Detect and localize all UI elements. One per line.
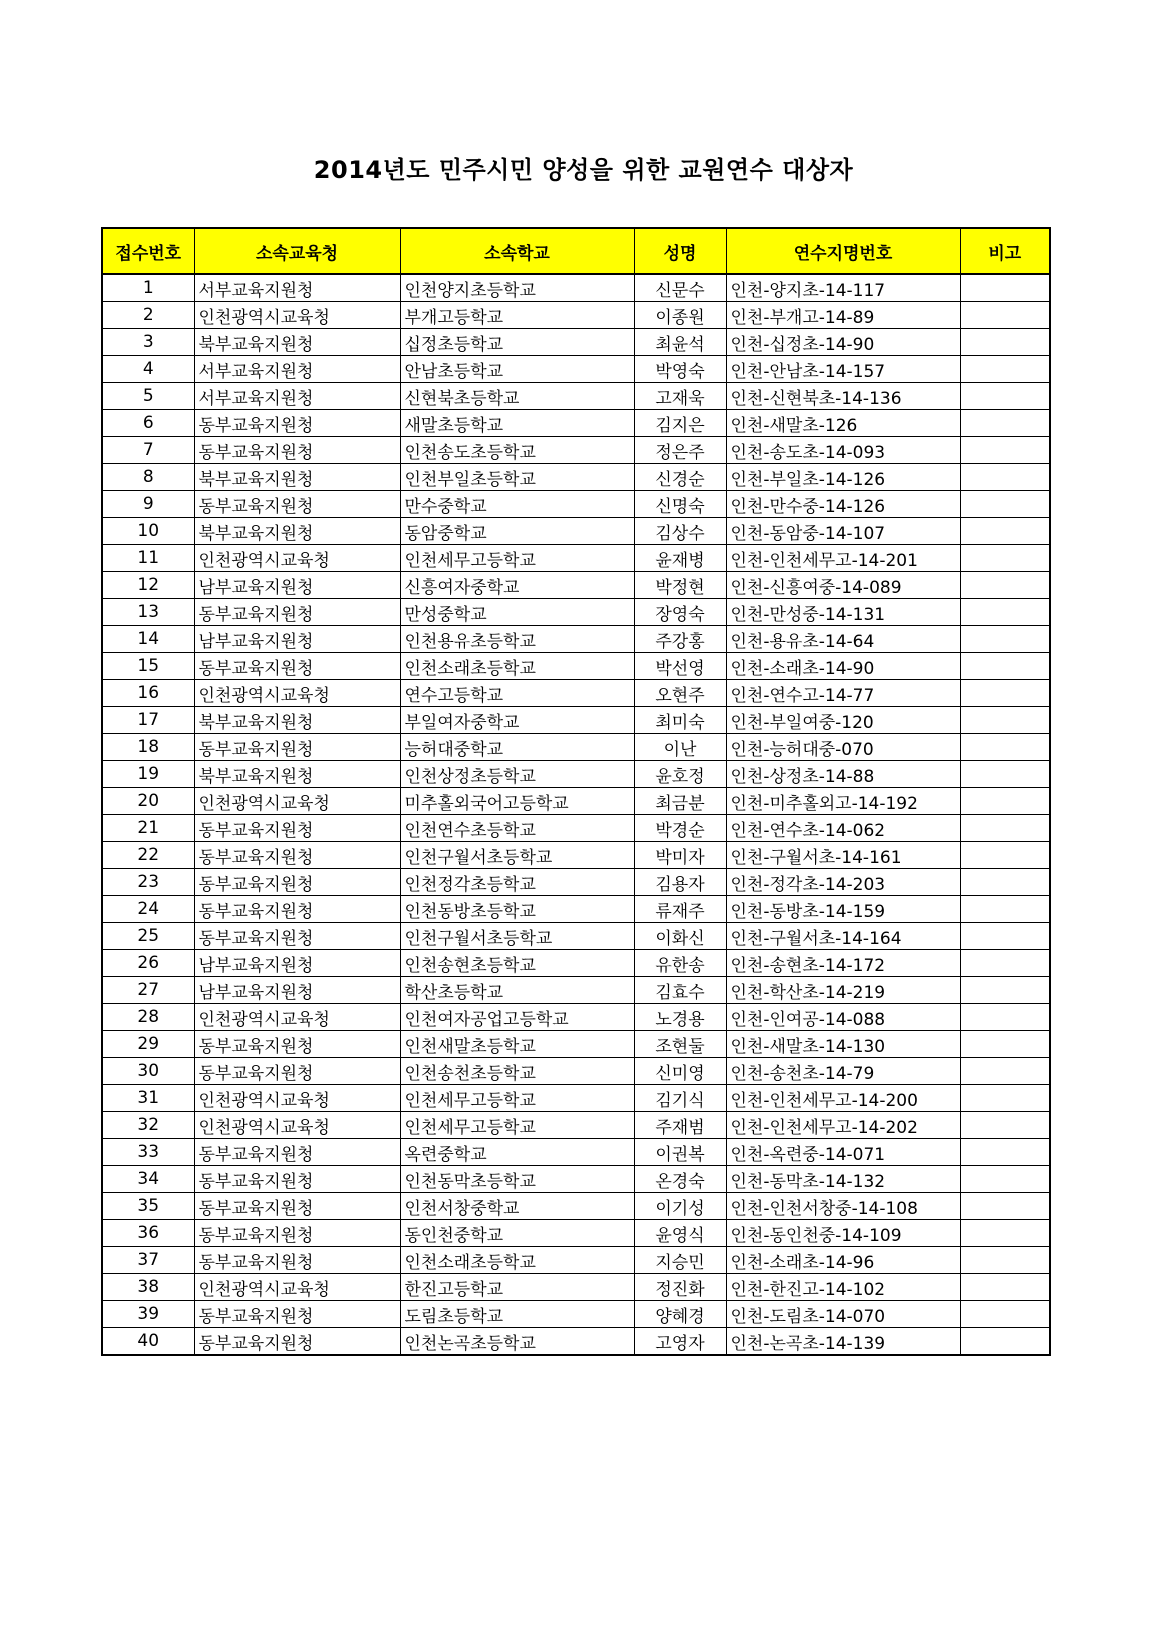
table-row bbox=[102, 761, 1050, 788]
cell-school: 한진고등학교 bbox=[400, 1274, 634, 1301]
cell-school: 만성중학교 bbox=[400, 599, 634, 626]
cell-receipt-number: 39 bbox=[102, 1301, 194, 1328]
cell-training-code: 인천-미추홀외고-14-192 bbox=[726, 788, 960, 815]
cell-note bbox=[960, 572, 1050, 599]
table-row bbox=[102, 599, 1050, 626]
cell-school: 안남초등학교 bbox=[400, 356, 634, 383]
cell-training-code: 인천-안남초-14-157 bbox=[726, 356, 960, 383]
header-school: 소속학교 bbox=[400, 228, 634, 274]
cell-school: 인천서창중학교 bbox=[400, 1193, 634, 1220]
cell-name: 류재주 bbox=[634, 896, 726, 923]
cell-training-code: 인천-동암중-14-107 bbox=[726, 518, 960, 545]
cell-name: 이종원 bbox=[634, 302, 726, 329]
cell-education-office: 인천광역시교육청 bbox=[194, 1004, 400, 1031]
cell-education-office: 인천광역시교육청 bbox=[194, 1112, 400, 1139]
cell-name: 김효수 bbox=[634, 977, 726, 1004]
cell-training-code: 인천-송도초-14-093 bbox=[726, 437, 960, 464]
document-title: 2014년도 민주시민 양성을 위한 교원연수 대상자 bbox=[313, 156, 854, 184]
cell-name: 고영자 bbox=[634, 1328, 726, 1356]
table-row bbox=[102, 788, 1050, 815]
cell-note bbox=[960, 599, 1050, 626]
cell-school: 옥련중학교 bbox=[400, 1139, 634, 1166]
cell-training-code: 인천-도림초-14-070 bbox=[726, 1301, 960, 1328]
cell-note bbox=[960, 1247, 1050, 1274]
cell-name: 이난 bbox=[634, 734, 726, 761]
cell-school: 신현북초등학교 bbox=[400, 383, 634, 410]
cell-note bbox=[960, 329, 1050, 356]
cell-school: 새말초등학교 bbox=[400, 410, 634, 437]
cell-school: 동암중학교 bbox=[400, 518, 634, 545]
cell-training-code: 인천-인천세무고-14-200 bbox=[726, 1085, 960, 1112]
cell-note bbox=[960, 1031, 1050, 1058]
cell-training-code: 인천-새말초-126 bbox=[726, 410, 960, 437]
cell-note bbox=[960, 1301, 1050, 1328]
cell-note bbox=[960, 707, 1050, 734]
cell-school: 미추홀외국어고등학교 bbox=[400, 788, 634, 815]
cell-receipt-number: 36 bbox=[102, 1220, 194, 1247]
cell-note bbox=[960, 1166, 1050, 1193]
table-row bbox=[102, 1193, 1050, 1220]
cell-name: 조현둘 bbox=[634, 1031, 726, 1058]
cell-training-code: 인천-소래초-14-90 bbox=[726, 653, 960, 680]
cell-name: 오현주 bbox=[634, 680, 726, 707]
cell-school: 신흥여자중학교 bbox=[400, 572, 634, 599]
cell-training-code: 인천-능허대중-070 bbox=[726, 734, 960, 761]
cell-education-office: 동부교육지원청 bbox=[194, 437, 400, 464]
cell-training-code: 인천-정각초-14-203 bbox=[726, 869, 960, 896]
cell-education-office: 북부교육지원청 bbox=[194, 707, 400, 734]
cell-note bbox=[960, 545, 1050, 572]
cell-education-office: 서부교육지원청 bbox=[194, 356, 400, 383]
cell-training-code: 인천-인천세무고-14-201 bbox=[726, 545, 960, 572]
cell-note bbox=[960, 680, 1050, 707]
cell-training-code: 인천-동막초-14-132 bbox=[726, 1166, 960, 1193]
participant-table bbox=[101, 227, 1051, 1356]
cell-training-code: 인천-연수고-14-77 bbox=[726, 680, 960, 707]
cell-name: 신경순 bbox=[634, 464, 726, 491]
header-row bbox=[102, 228, 1050, 274]
cell-name: 박미자 bbox=[634, 842, 726, 869]
cell-training-code: 인천-논곡초-14-139 bbox=[726, 1328, 960, 1356]
cell-receipt-number: 16 bbox=[102, 680, 194, 707]
cell-education-office: 동부교육지원청 bbox=[194, 1301, 400, 1328]
cell-name: 김상수 bbox=[634, 518, 726, 545]
table-row bbox=[102, 1031, 1050, 1058]
cell-note bbox=[960, 626, 1050, 653]
cell-education-office: 동부교육지원청 bbox=[194, 815, 400, 842]
cell-receipt-number: 12 bbox=[102, 572, 194, 599]
table-row bbox=[102, 302, 1050, 329]
cell-note bbox=[960, 977, 1050, 1004]
table-row bbox=[102, 410, 1050, 437]
table-row bbox=[102, 1301, 1050, 1328]
cell-school: 인천송천초등학교 bbox=[400, 1058, 634, 1085]
table-row bbox=[102, 491, 1050, 518]
cell-receipt-number: 5 bbox=[102, 383, 194, 410]
cell-name: 지승민 bbox=[634, 1247, 726, 1274]
cell-education-office: 동부교육지원청 bbox=[194, 869, 400, 896]
cell-education-office: 남부교육지원청 bbox=[194, 626, 400, 653]
cell-school: 부일여자중학교 bbox=[400, 707, 634, 734]
cell-name: 노경용 bbox=[634, 1004, 726, 1031]
table-row bbox=[102, 734, 1050, 761]
cell-note bbox=[960, 896, 1050, 923]
cell-education-office: 북부교육지원청 bbox=[194, 464, 400, 491]
cell-education-office: 동부교육지원청 bbox=[194, 896, 400, 923]
cell-school: 인천용유초등학교 bbox=[400, 626, 634, 653]
cell-training-code: 인천-양지초-14-117 bbox=[726, 274, 960, 302]
cell-school: 인천송도초등학교 bbox=[400, 437, 634, 464]
cell-school: 인천소래초등학교 bbox=[400, 1247, 634, 1274]
cell-name: 윤호정 bbox=[634, 761, 726, 788]
table-row bbox=[102, 626, 1050, 653]
cell-school: 인천여자공업고등학교 bbox=[400, 1004, 634, 1031]
table-row bbox=[102, 896, 1050, 923]
cell-note bbox=[960, 518, 1050, 545]
cell-training-code: 인천-부개고-14-89 bbox=[726, 302, 960, 329]
cell-education-office: 인천광역시교육청 bbox=[194, 680, 400, 707]
cell-education-office: 동부교육지원청 bbox=[194, 1220, 400, 1247]
cell-training-code: 인천-신현북초-14-136 bbox=[726, 383, 960, 410]
cell-education-office: 남부교육지원청 bbox=[194, 977, 400, 1004]
cell-receipt-number: 2 bbox=[102, 302, 194, 329]
cell-education-office: 동부교육지원청 bbox=[194, 1058, 400, 1085]
cell-receipt-number: 4 bbox=[102, 356, 194, 383]
cell-training-code: 인천-상정초-14-88 bbox=[726, 761, 960, 788]
cell-education-office: 동부교육지원청 bbox=[194, 734, 400, 761]
cell-school: 인천부일초등학교 bbox=[400, 464, 634, 491]
cell-training-code: 인천-구월서초-14-164 bbox=[726, 923, 960, 950]
cell-name: 최윤석 bbox=[634, 329, 726, 356]
cell-receipt-number: 33 bbox=[102, 1139, 194, 1166]
cell-note bbox=[960, 302, 1050, 329]
cell-note bbox=[960, 1139, 1050, 1166]
cell-note bbox=[960, 383, 1050, 410]
cell-receipt-number: 38 bbox=[102, 1274, 194, 1301]
cell-receipt-number: 21 bbox=[102, 815, 194, 842]
cell-school: 인천구월서초등학교 bbox=[400, 923, 634, 950]
cell-note bbox=[960, 464, 1050, 491]
cell-receipt-number: 23 bbox=[102, 869, 194, 896]
table-row bbox=[102, 1058, 1050, 1085]
cell-education-office: 인천광역시교육청 bbox=[194, 1274, 400, 1301]
cell-receipt-number: 29 bbox=[102, 1031, 194, 1058]
cell-note bbox=[960, 1004, 1050, 1031]
cell-education-office: 인천광역시교육청 bbox=[194, 788, 400, 815]
table-row bbox=[102, 1139, 1050, 1166]
table-row bbox=[102, 1220, 1050, 1247]
cell-education-office: 동부교육지원청 bbox=[194, 410, 400, 437]
cell-training-code: 인천-학산초-14-219 bbox=[726, 977, 960, 1004]
cell-education-office: 북부교육지원청 bbox=[194, 761, 400, 788]
cell-receipt-number: 20 bbox=[102, 788, 194, 815]
cell-receipt-number: 1 bbox=[102, 274, 194, 302]
cell-name: 주재범 bbox=[634, 1112, 726, 1139]
cell-note bbox=[960, 437, 1050, 464]
cell-receipt-number: 24 bbox=[102, 896, 194, 923]
cell-name: 윤재병 bbox=[634, 545, 726, 572]
cell-receipt-number: 6 bbox=[102, 410, 194, 437]
cell-school: 인천동방초등학교 bbox=[400, 896, 634, 923]
cell-name: 박정현 bbox=[634, 572, 726, 599]
cell-training-code: 인천-인천서창중-14-108 bbox=[726, 1193, 960, 1220]
cell-note bbox=[960, 274, 1050, 302]
cell-education-office: 남부교육지원청 bbox=[194, 572, 400, 599]
cell-note bbox=[960, 734, 1050, 761]
cell-school: 인천구월서초등학교 bbox=[400, 842, 634, 869]
table-row bbox=[102, 950, 1050, 977]
cell-training-code: 인천-한진고-14-102 bbox=[726, 1274, 960, 1301]
cell-education-office: 북부교육지원청 bbox=[194, 518, 400, 545]
table-row bbox=[102, 356, 1050, 383]
cell-training-code: 인천-십정초-14-90 bbox=[726, 329, 960, 356]
cell-note bbox=[960, 356, 1050, 383]
cell-receipt-number: 30 bbox=[102, 1058, 194, 1085]
cell-training-code: 인천-구월서초-14-161 bbox=[726, 842, 960, 869]
header-training-code: 연수지명번호 bbox=[726, 228, 960, 274]
cell-receipt-number: 13 bbox=[102, 599, 194, 626]
cell-name: 박영숙 bbox=[634, 356, 726, 383]
cell-name: 고재욱 bbox=[634, 383, 726, 410]
cell-training-code: 인천-소래초-14-96 bbox=[726, 1247, 960, 1274]
cell-training-code: 인천-부일초-14-126 bbox=[726, 464, 960, 491]
table-row bbox=[102, 518, 1050, 545]
cell-receipt-number: 40 bbox=[102, 1328, 194, 1356]
cell-education-office: 서부교육지원청 bbox=[194, 383, 400, 410]
cell-note bbox=[960, 653, 1050, 680]
cell-name: 이화신 bbox=[634, 923, 726, 950]
table-row bbox=[102, 815, 1050, 842]
cell-receipt-number: 22 bbox=[102, 842, 194, 869]
cell-name: 신문수 bbox=[634, 274, 726, 302]
table-row bbox=[102, 653, 1050, 680]
cell-education-office: 동부교육지원청 bbox=[194, 653, 400, 680]
cell-name: 유한송 bbox=[634, 950, 726, 977]
cell-name: 박경순 bbox=[634, 815, 726, 842]
cell-name: 정진화 bbox=[634, 1274, 726, 1301]
cell-school: 인천세무고등학교 bbox=[400, 1112, 634, 1139]
cell-receipt-number: 18 bbox=[102, 734, 194, 761]
cell-receipt-number: 3 bbox=[102, 329, 194, 356]
cell-school: 학산초등학교 bbox=[400, 977, 634, 1004]
cell-education-office: 동부교육지원청 bbox=[194, 1031, 400, 1058]
cell-note bbox=[960, 1112, 1050, 1139]
cell-school: 인천송현초등학교 bbox=[400, 950, 634, 977]
table-row bbox=[102, 1085, 1050, 1112]
table-body bbox=[102, 274, 1050, 1355]
cell-school: 인천정각초등학교 bbox=[400, 869, 634, 896]
cell-note bbox=[960, 410, 1050, 437]
cell-name: 양혜경 bbox=[634, 1301, 726, 1328]
cell-training-code: 인천-연수초-14-062 bbox=[726, 815, 960, 842]
cell-note bbox=[960, 950, 1050, 977]
table-row bbox=[102, 329, 1050, 356]
cell-school: 연수고등학교 bbox=[400, 680, 634, 707]
cell-school: 도림초등학교 bbox=[400, 1301, 634, 1328]
cell-receipt-number: 19 bbox=[102, 761, 194, 788]
cell-receipt-number: 26 bbox=[102, 950, 194, 977]
cell-training-code: 인천-인여공-14-088 bbox=[726, 1004, 960, 1031]
cell-education-office: 동부교육지원청 bbox=[194, 1193, 400, 1220]
cell-school: 인천양지초등학교 bbox=[400, 274, 634, 302]
table-row bbox=[102, 1328, 1050, 1356]
cell-training-code: 인천-새말초-14-130 bbox=[726, 1031, 960, 1058]
cell-receipt-number: 11 bbox=[102, 545, 194, 572]
cell-school: 인천동막초등학교 bbox=[400, 1166, 634, 1193]
cell-school: 능허대중학교 bbox=[400, 734, 634, 761]
header-education-office: 소속교육청 bbox=[194, 228, 400, 274]
cell-receipt-number: 14 bbox=[102, 626, 194, 653]
cell-school: 인천세무고등학교 bbox=[400, 545, 634, 572]
cell-note bbox=[960, 1058, 1050, 1085]
cell-receipt-number: 25 bbox=[102, 923, 194, 950]
cell-receipt-number: 37 bbox=[102, 1247, 194, 1274]
cell-education-office: 북부교육지원청 bbox=[194, 329, 400, 356]
cell-receipt-number: 17 bbox=[102, 707, 194, 734]
table-row bbox=[102, 1247, 1050, 1274]
cell-education-office: 남부교육지원청 bbox=[194, 950, 400, 977]
cell-note bbox=[960, 815, 1050, 842]
cell-name: 장영숙 bbox=[634, 599, 726, 626]
cell-education-office: 동부교육지원청 bbox=[194, 1328, 400, 1356]
cell-note bbox=[960, 1220, 1050, 1247]
cell-receipt-number: 15 bbox=[102, 653, 194, 680]
table-row bbox=[102, 464, 1050, 491]
cell-note bbox=[960, 1274, 1050, 1301]
cell-education-office: 동부교육지원청 bbox=[194, 1139, 400, 1166]
cell-education-office: 서부교육지원청 bbox=[194, 274, 400, 302]
cell-note bbox=[960, 842, 1050, 869]
cell-note bbox=[960, 869, 1050, 896]
cell-receipt-number: 35 bbox=[102, 1193, 194, 1220]
cell-note bbox=[960, 491, 1050, 518]
cell-school: 인천논곡초등학교 bbox=[400, 1328, 634, 1356]
header-receipt-number: 접수번호 bbox=[102, 228, 194, 274]
cell-note bbox=[960, 1193, 1050, 1220]
cell-school: 만수중학교 bbox=[400, 491, 634, 518]
cell-name: 최미숙 bbox=[634, 707, 726, 734]
cell-name: 온경숙 bbox=[634, 1166, 726, 1193]
cell-training-code: 인천-용유초-14-64 bbox=[726, 626, 960, 653]
cell-name: 김용자 bbox=[634, 869, 726, 896]
cell-name: 신명숙 bbox=[634, 491, 726, 518]
table-row bbox=[102, 1166, 1050, 1193]
cell-training-code: 인천-송천초-14-79 bbox=[726, 1058, 960, 1085]
table-row bbox=[102, 1274, 1050, 1301]
cell-school: 인천세무고등학교 bbox=[400, 1085, 634, 1112]
cell-name: 신미영 bbox=[634, 1058, 726, 1085]
cell-receipt-number: 9 bbox=[102, 491, 194, 518]
cell-training-code: 인천-송현초-14-172 bbox=[726, 950, 960, 977]
cell-school: 인천소래초등학교 bbox=[400, 653, 634, 680]
cell-training-code: 인천-동인천중-14-109 bbox=[726, 1220, 960, 1247]
cell-education-office: 동부교육지원청 bbox=[194, 599, 400, 626]
cell-receipt-number: 34 bbox=[102, 1166, 194, 1193]
table-row bbox=[102, 707, 1050, 734]
cell-training-code: 인천-신흥여중-14-089 bbox=[726, 572, 960, 599]
cell-receipt-number: 8 bbox=[102, 464, 194, 491]
table-row bbox=[102, 545, 1050, 572]
cell-name: 김기식 bbox=[634, 1085, 726, 1112]
table-row bbox=[102, 1004, 1050, 1031]
cell-school: 인천연수초등학교 bbox=[400, 815, 634, 842]
cell-note bbox=[960, 1328, 1050, 1356]
cell-training-code: 인천-만성중-14-131 bbox=[726, 599, 960, 626]
table-row bbox=[102, 923, 1050, 950]
cell-school: 인천상정초등학교 bbox=[400, 761, 634, 788]
cell-note bbox=[960, 1085, 1050, 1112]
table-row bbox=[102, 680, 1050, 707]
table-row bbox=[102, 572, 1050, 599]
cell-name: 김지은 bbox=[634, 410, 726, 437]
cell-education-office: 동부교육지원청 bbox=[194, 842, 400, 869]
table-row bbox=[102, 383, 1050, 410]
cell-name: 최금분 bbox=[634, 788, 726, 815]
cell-school: 동인천중학교 bbox=[400, 1220, 634, 1247]
cell-training-code: 인천-옥련중-14-071 bbox=[726, 1139, 960, 1166]
table-header bbox=[102, 228, 1050, 274]
cell-receipt-number: 7 bbox=[102, 437, 194, 464]
cell-education-office: 인천광역시교육청 bbox=[194, 1085, 400, 1112]
table-row bbox=[102, 977, 1050, 1004]
cell-school: 십정초등학교 bbox=[400, 329, 634, 356]
cell-name: 윤영식 bbox=[634, 1220, 726, 1247]
cell-name: 박선영 bbox=[634, 653, 726, 680]
table-row bbox=[102, 1112, 1050, 1139]
cell-education-office: 인천광역시교육청 bbox=[194, 302, 400, 329]
cell-training-code: 인천-인천세무고-14-202 bbox=[726, 1112, 960, 1139]
cell-receipt-number: 32 bbox=[102, 1112, 194, 1139]
cell-receipt-number: 27 bbox=[102, 977, 194, 1004]
cell-education-office: 동부교육지원청 bbox=[194, 1166, 400, 1193]
table-row bbox=[102, 842, 1050, 869]
cell-training-code: 인천-동방초-14-159 bbox=[726, 896, 960, 923]
cell-note bbox=[960, 923, 1050, 950]
cell-training-code: 인천-부일여중-120 bbox=[726, 707, 960, 734]
header-note: 비고 bbox=[960, 228, 1050, 274]
cell-education-office: 동부교육지원청 bbox=[194, 1247, 400, 1274]
cell-school: 인천새말초등학교 bbox=[400, 1031, 634, 1058]
cell-receipt-number: 31 bbox=[102, 1085, 194, 1112]
cell-receipt-number: 10 bbox=[102, 518, 194, 545]
cell-education-office: 동부교육지원청 bbox=[194, 491, 400, 518]
cell-name: 정은주 bbox=[634, 437, 726, 464]
cell-name: 주강홍 bbox=[634, 626, 726, 653]
table-row bbox=[102, 437, 1050, 464]
cell-school: 부개고등학교 bbox=[400, 302, 634, 329]
cell-name: 이권복 bbox=[634, 1139, 726, 1166]
table-row bbox=[102, 869, 1050, 896]
header-name: 성명 bbox=[634, 228, 726, 274]
cell-receipt-number: 28 bbox=[102, 1004, 194, 1031]
cell-education-office: 동부교육지원청 bbox=[194, 923, 400, 950]
cell-training-code: 인천-만수중-14-126 bbox=[726, 491, 960, 518]
cell-education-office: 인천광역시교육청 bbox=[194, 545, 400, 572]
cell-name: 이기성 bbox=[634, 1193, 726, 1220]
cell-note bbox=[960, 761, 1050, 788]
cell-note bbox=[960, 788, 1050, 815]
table-row bbox=[102, 274, 1050, 302]
